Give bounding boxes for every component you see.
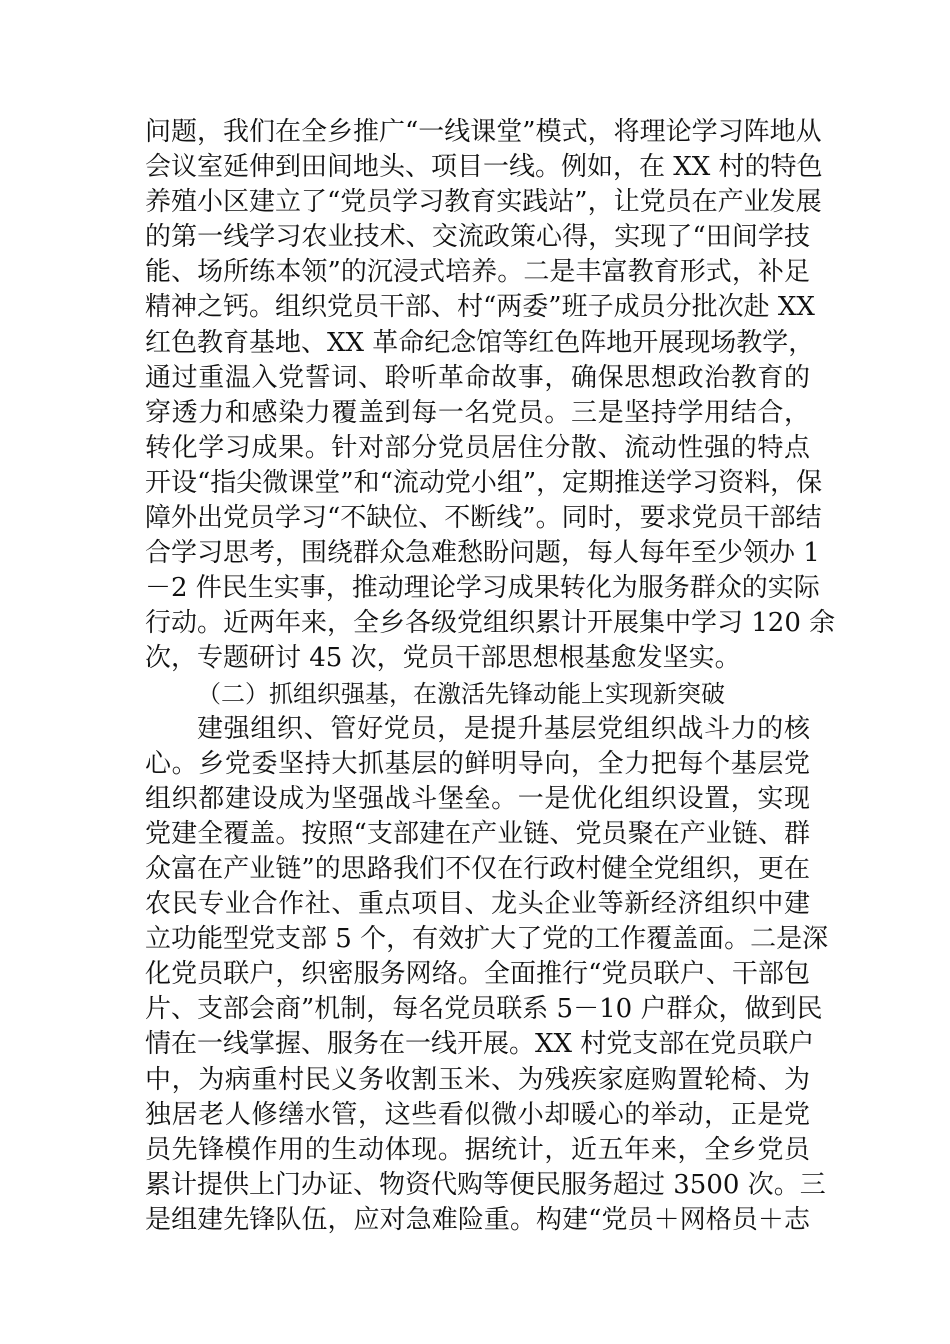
text-line: 立功能型党支部 5 个，有效扩大了党的工作覆盖面。二是深 [145,924,829,955]
text-line: 是组建先锋队伍，应对急难险重。构建“党员＋网格员＋志 [145,1204,810,1235]
text-line: 众富在产业链”的思路我们不仅在行政村健全党组织，更在 [145,853,810,884]
text-line: 能、场所练本领”的沉浸式培养。二是丰富教育形式，补足 [145,257,810,288]
body-text [145,115,836,1238]
text-line: 的第一线学习农业技术、交流政策心得，实现了“田间学技 [145,222,810,253]
text-line: 中，为病重村民义务收割玉米、为残疾家庭购置轮椅、为 [145,1064,810,1095]
paragraph-first-line: 建强组织、管好党员，是提升基层党组织战斗力的核 [197,713,810,744]
text-line: 问题，我们在全乡推广“一线课堂”模式，将理论学习阵地从 [145,117,822,147]
text-line: 员先锋模作用的生动体现。据统计，近五年来，全乡党员 [145,1134,810,1165]
text-line: 独居老人修缮水管，这些看似微小却暖心的举动，正是党 [145,1099,810,1130]
text-line: 片、支部会商”机制，每名党员联系 5－10 户群众，做到民 [145,994,823,1025]
text-line: 累计提供上门办证、物资代购等便民服务超过 3500 次。三 [145,1169,826,1200]
text-line: 合学习思考，围绕群众急难愁盼问题，每人每年至少领办 1 [145,538,820,569]
text-line: 通过重温入党誓词、聆听革命故事，确保思想政治教育的 [145,362,810,393]
text-line: 党建全覆盖。按照“支部建在产业链、党员聚在产业链、群 [145,818,810,849]
text-line: 开设“指尖微课堂”和“流动党小组”，定期推送学习资料，保 [145,467,823,498]
text-line: 情在一线掌握、服务在一线开展。XX 村党支部在党员联户 [145,1029,815,1060]
text-line: 心。乡党委坚持大抓基层的鲜明导向，全力把每个基层党 [145,748,810,779]
text-line: －2 件民生实事，推动理论学习成果转化为服务群众的实际 [145,573,820,604]
text-line: 精神之钙。组织党员干部、村“两委”班子成员分批次赴 XX [145,292,815,323]
text-line: 组织都建设成为坚强战斗堡垒。一是优化组织设置，实现 [145,783,810,814]
text-line: 农民专业合作社、重点项目、龙头企业等新经济组织中建 [145,889,810,920]
text-line: 行动。近两年来，全乡各级党组织累计开展集中学习 120 余 [145,608,836,639]
text-line: 养殖小区建立了“党员学习教育实践站”，让党员在产业发展 [145,187,822,218]
text-line: 障外出党员学习“不缺位、不断线”。同时，要求党员干部结 [145,503,822,534]
text-line: 转化学习成果。针对部分党员居住分散、流动性强的特点 [145,432,810,463]
text-line: 化党员联户，织密服务网络。全面推行“党员联户、干部包 [145,959,810,990]
section-heading: （二）抓组织强基，在激活先锋动能上实现新突破 [197,679,725,708]
text-line: 穿透力和感染力覆盖到每一名党员。三是坚持学用结合， [145,397,810,428]
text-line: 会议室延伸到田间地头、项目一线。例如，在 XX 村的特色 [145,152,823,183]
paragraph-end-line: 次，专题研讨 45 次，党员干部思想根基愈发坚实。 [145,643,741,674]
text-line: 红色教育基地、XX 革命纪念馆等红色阵地开展现场教学， [145,327,815,358]
